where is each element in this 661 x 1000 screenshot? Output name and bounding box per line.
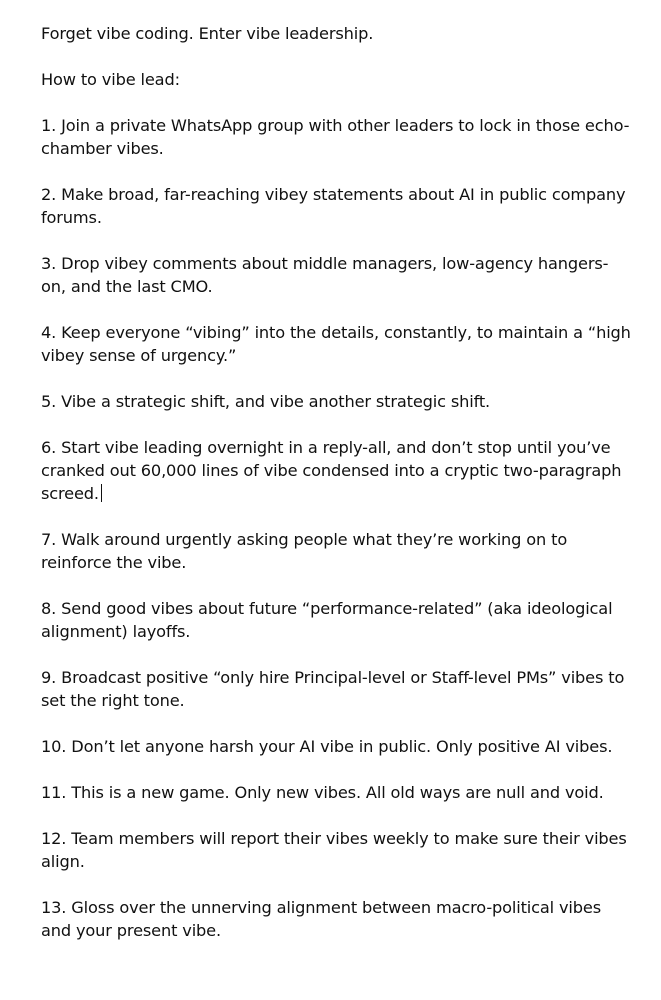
list-item-9: 9. Broadcast positive “only hire Principal-level or Staff-level PMs” vibes to set the right tone.	[41, 668, 625, 710]
list-item-7: 7. Walk around urgently asking people what they’re working on to reinforce the vibe.	[41, 530, 568, 572]
subheading-paragraph: How to vibe lead:	[41, 70, 180, 89]
list-item-5: 5. Vibe a strategic shift, and vibe another strategic shift.	[41, 392, 491, 411]
intro-paragraph: Forget vibe coding. Enter vibe leadership.	[41, 24, 374, 43]
document-body[interactable]	[41, 22, 631, 942]
list-item-1: 1. Join a private WhatsApp group with other leaders to lock in those echo-chamber vibes.	[41, 116, 630, 158]
list-item-10: 10. Don’t let anyone harsh your AI vibe in public. Only positive AI vibes.	[41, 737, 613, 756]
list-item-13: 13. Gloss over the unnerving alignment between macro-political vibes and your present vibe.	[41, 898, 601, 940]
list-item-11: 11. This is a new game. Only new vibes. All old ways are null and void.	[41, 783, 604, 802]
list-item-12: 12. Team members will report their vibes weekly to make sure their vibes align.	[41, 829, 627, 871]
list-item-4: 4. Keep everyone “vibing” into the details, constantly, to maintain a “high vibey sense of urgency.”	[41, 323, 631, 365]
list-item-3: 3. Drop vibey comments about middle managers, low-agency hangers-on, and the last CMO.	[41, 254, 609, 296]
list-item-6-text: 6. Start vibe leading overnight in a reply-all, and don’t stop until you’ve cranked out 60,000 lines of vibe condensed into a cryptic two-paragraph screed.	[41, 438, 622, 503]
list-item-8: 8. Send good vibes about future “performance-related” (aka ideological alignment) layoffs.	[41, 599, 613, 641]
text-cursor	[101, 484, 103, 502]
list-item-2: 2. Make broad, far-reaching vibey statements about AI in public company forums.	[41, 185, 626, 227]
list-item-6	[41, 436, 631, 505]
